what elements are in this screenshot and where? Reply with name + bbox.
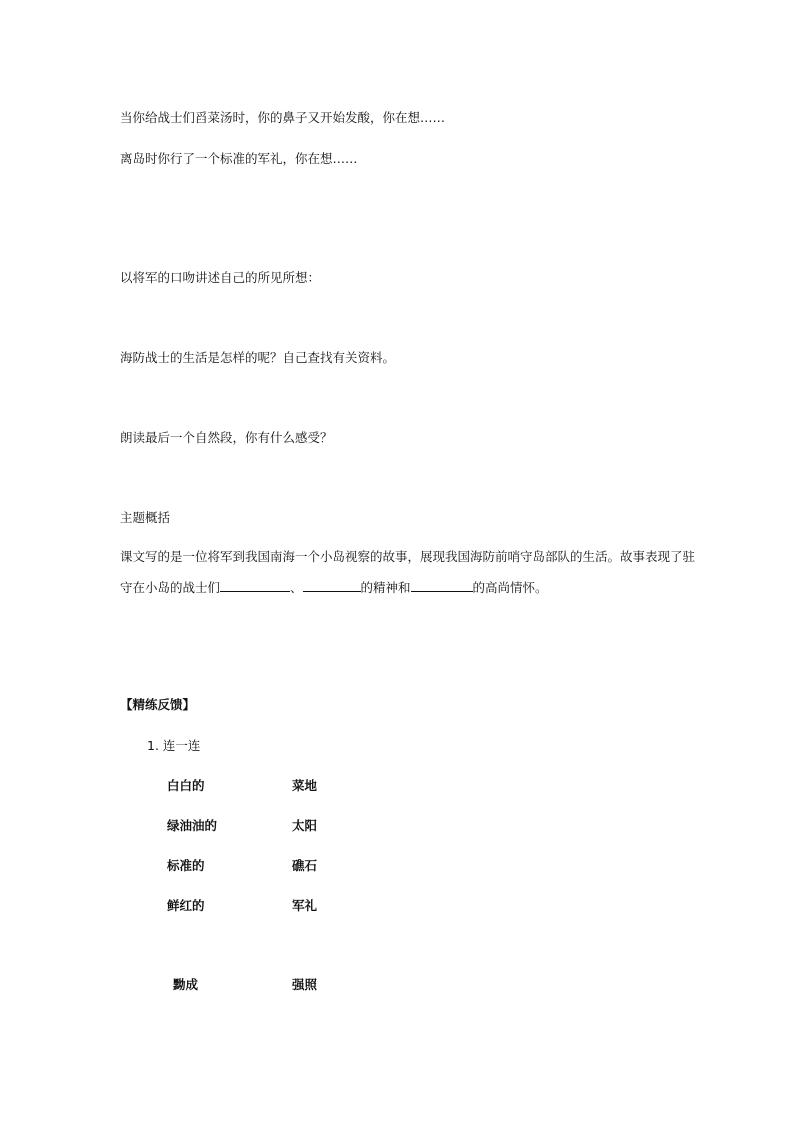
theme-line2-end: 的高尚情怀。 bbox=[472, 580, 548, 595]
question-1-title: 1. 连一连 bbox=[147, 738, 201, 753]
extra-right-word: 强照 bbox=[292, 977, 318, 992]
question-general-perspective: 以将军的口吻讲述自己的所见所想： bbox=[120, 270, 321, 285]
match-left-3[interactable]: 标准的 bbox=[167, 858, 205, 873]
feedback-heading: 【精练反馈】 bbox=[120, 697, 196, 712]
match-left-4[interactable]: 鲜红的 bbox=[167, 898, 205, 913]
match-right-2[interactable]: 太阳 bbox=[292, 818, 318, 833]
theme-heading: 主题概括 bbox=[120, 510, 171, 525]
question-salute: 离岛时你行了一个标准的军礼，你在想…… bbox=[120, 151, 358, 166]
match-right-3[interactable]: 礁石 bbox=[292, 858, 318, 873]
theme-line2-middle: 的精神和 bbox=[360, 580, 411, 595]
question-soldier-life: 海防战士的生活是怎样的呢？自己查找有关资料。 bbox=[120, 350, 396, 365]
theme-line2-start: 守在小岛的战士们 bbox=[120, 580, 221, 595]
fill-blank-3[interactable] bbox=[411, 579, 473, 592]
question-last-paragraph: 朗读最后一个自然段，你有什么感受？ bbox=[120, 430, 333, 445]
match-right-1[interactable]: 菜地 bbox=[292, 778, 318, 793]
question-soup: 当你给战士们舀菜汤时，你的鼻子又开始发酸，你在想…… bbox=[120, 110, 446, 125]
theme-summary-line2 bbox=[120, 579, 548, 596]
fill-blank-1[interactable] bbox=[220, 579, 290, 592]
match-left-2[interactable]: 绿油油的 bbox=[167, 818, 218, 833]
theme-separator: 、 bbox=[290, 580, 303, 595]
match-right-4[interactable]: 军礼 bbox=[292, 898, 318, 913]
extra-left-word: 黝成 bbox=[173, 977, 199, 992]
theme-summary-line1: 课文写的是一位将军到我国南海一个小岛视察的故事，展现我国海防前哨守岛部队的生活。故事表现了驻 bbox=[120, 549, 696, 564]
fill-blank-2[interactable] bbox=[303, 579, 361, 592]
match-left-1[interactable]: 白白的 bbox=[167, 778, 205, 793]
